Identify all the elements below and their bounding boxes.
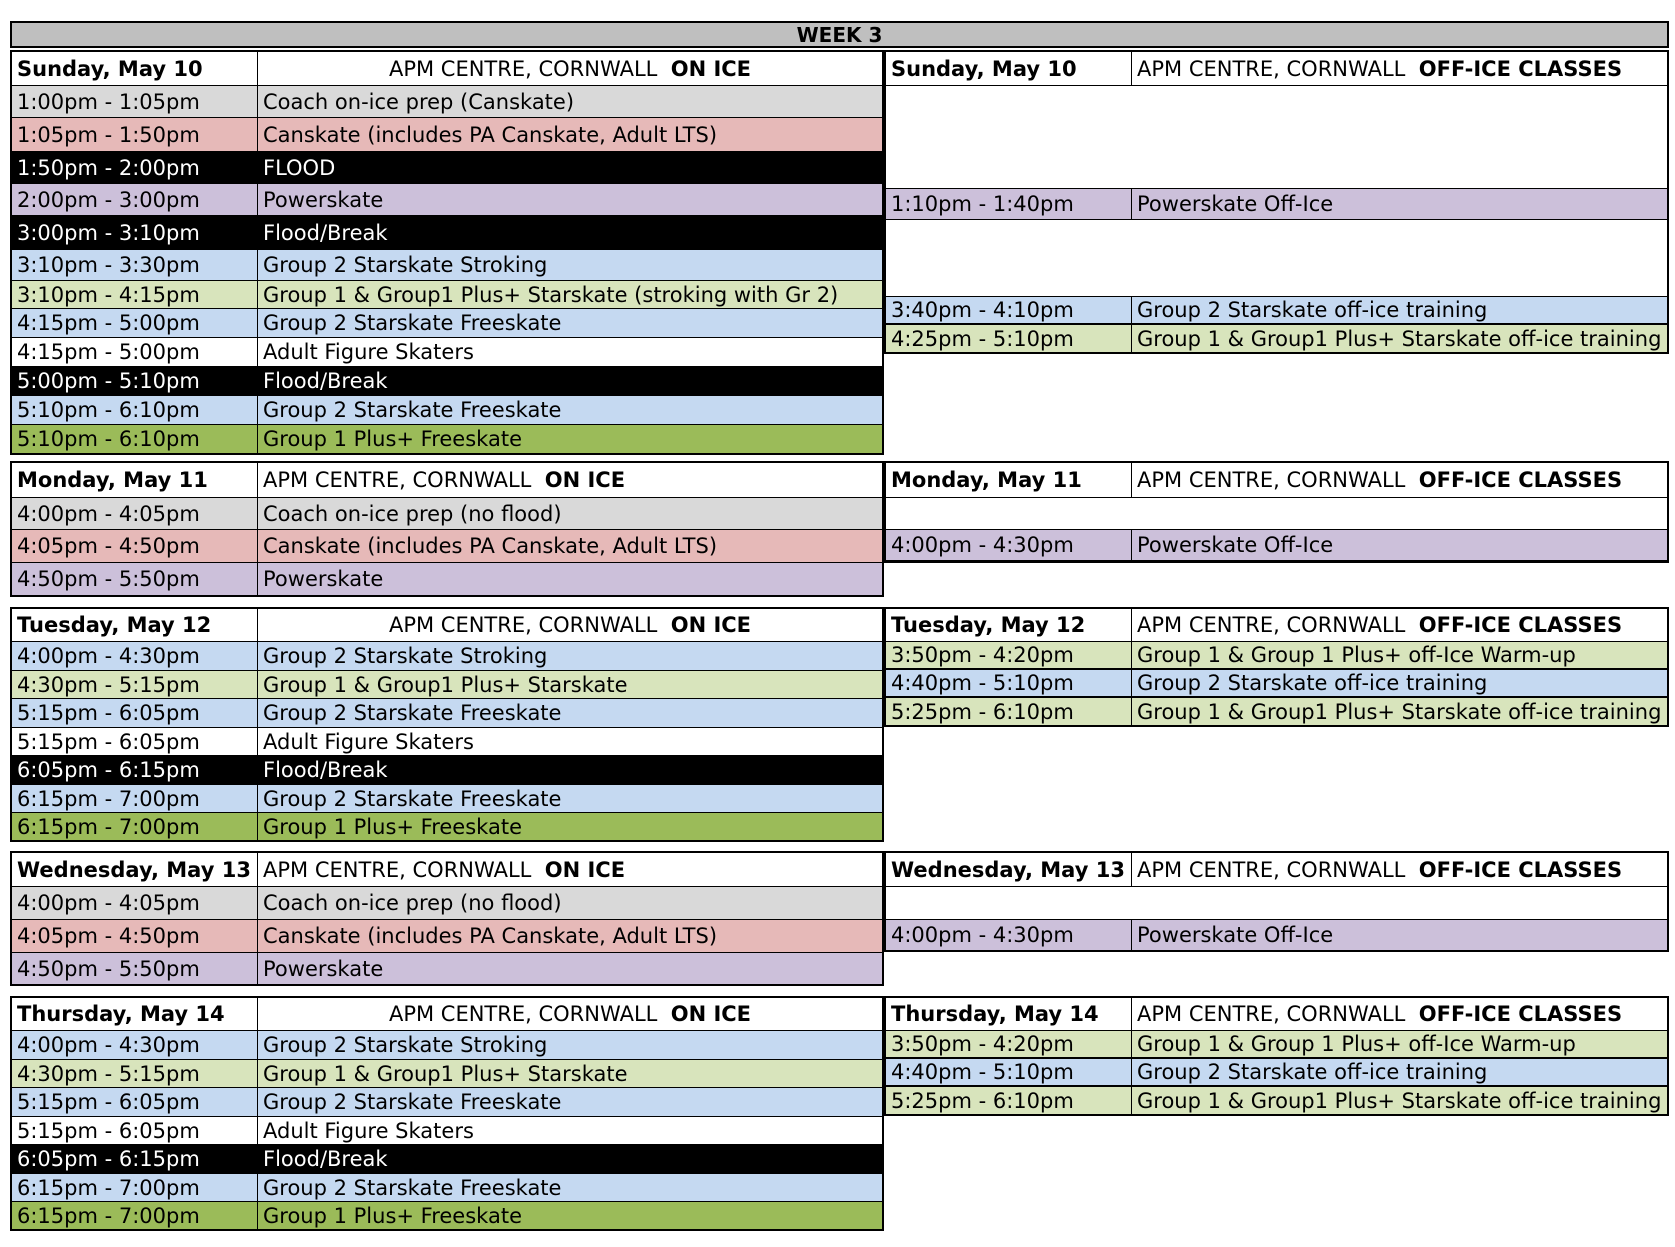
time-slot: 6:05pm - 6:15pm xyxy=(12,1145,258,1173)
schedule-row xyxy=(886,1058,1667,1086)
session-type-label: ON ICE xyxy=(670,613,752,637)
activity-name: Group 2 Starskate Freeskate xyxy=(263,311,562,335)
schedule-header-row xyxy=(886,998,1667,1030)
schedule-row xyxy=(886,697,1667,726)
time-slot: 4:00pm - 4:05pm xyxy=(12,887,258,919)
time-slot: 4:15pm - 5:00pm xyxy=(12,309,258,337)
activity-name: Powerskate xyxy=(263,956,384,981)
time-slot: 3:10pm - 3:30pm xyxy=(12,250,258,280)
schedule-row xyxy=(886,919,1667,951)
activity-name: Group 2 Starskate Freeskate xyxy=(263,1090,562,1114)
activity-name: Canskate (includes PA Canskate, Adult LTS) xyxy=(263,122,718,147)
schedule-row xyxy=(886,669,1667,697)
day-heading: Sunday, May 10 xyxy=(12,52,258,85)
time-slot: 5:00pm - 5:10pm xyxy=(12,367,258,395)
time-slot: 3:50pm - 4:20pm xyxy=(886,1031,1132,1057)
day-heading: Tuesday, May 12 xyxy=(12,609,258,641)
time-slot: 4:30pm - 5:15pm xyxy=(12,1060,258,1087)
venue-name: APM CENTRE, CORNWALL xyxy=(388,613,658,637)
time-slot: 5:15pm - 6:05pm xyxy=(12,1088,258,1116)
day-heading: Thursday, May 14 xyxy=(12,998,258,1030)
activity-name: Group 1 & Group1 Plus+ Starskate (stroking with Gr 2) xyxy=(263,282,839,307)
time-slot: 6:15pm - 7:00pm xyxy=(12,813,258,840)
venue-name: APM CENTRE, CORNWALL xyxy=(263,468,532,492)
schedule-header-row xyxy=(12,998,882,1030)
on-ice-thursday-may-14 xyxy=(10,996,884,1231)
activity-name: Powerskate Off-Ice xyxy=(1137,923,1334,947)
off-ice-sunday-may-10 xyxy=(884,50,1669,354)
schedule-row xyxy=(12,1144,882,1173)
schedule-row xyxy=(12,1201,882,1229)
time-slot: 4:00pm - 4:30pm xyxy=(886,530,1132,560)
schedule-header-row xyxy=(886,463,1667,497)
time-slot: 4:00pm - 4:30pm xyxy=(886,920,1132,950)
schedule-row xyxy=(886,296,1667,324)
activity-name: Canskate (includes PA Canskate, Adult LTS) xyxy=(263,534,718,558)
schedule-header-row xyxy=(12,853,882,886)
time-slot: 3:40pm - 4:10pm xyxy=(886,297,1132,323)
activity-name: Coach on-ice prep (Canskate) xyxy=(263,89,575,114)
time-slot: 5:10pm - 6:10pm xyxy=(12,396,258,424)
schedule-row xyxy=(886,641,1667,669)
time-slot: 5:10pm - 6:10pm xyxy=(12,425,258,453)
schedule-row xyxy=(12,919,882,952)
time-slot: 6:15pm - 7:00pm xyxy=(12,1174,258,1201)
activity-name: Group 1 & Group1 Plus+ Starskate off-ice training xyxy=(1137,1088,1662,1113)
schedule-row xyxy=(12,1059,882,1087)
activity-name: Group 1 Plus+ Freeskate xyxy=(263,427,522,451)
time-slot: 6:15pm - 7:00pm xyxy=(12,1202,258,1229)
venue-name: APM CENTRE, CORNWALL xyxy=(1137,56,1406,81)
activity-name: Coach on-ice prep (no flood) xyxy=(263,501,562,526)
activity-name: Group 2 Starskate Stroking xyxy=(263,253,548,277)
activity-name: Canskate (includes PA Canskate, Adult LTS) xyxy=(263,924,718,948)
session-type-label: ON ICE xyxy=(670,56,752,81)
activity-name: Powerskate xyxy=(263,567,384,591)
day-heading: Thursday, May 14 xyxy=(886,998,1132,1030)
venue-name: APM CENTRE, CORNWALL xyxy=(388,56,658,81)
schedule-row xyxy=(12,562,882,595)
schedule-row xyxy=(12,366,882,395)
activity-name: Flood/Break xyxy=(263,220,388,245)
time-slot: 4:30pm - 5:15pm xyxy=(12,671,258,698)
schedule-row xyxy=(12,85,882,117)
time-slot: 4:00pm - 4:30pm xyxy=(12,642,258,670)
schedule-row xyxy=(12,1116,882,1144)
session-type-label: OFF-ICE CLASSES xyxy=(1418,613,1623,637)
on-ice-wednesday-may-13 xyxy=(10,851,884,986)
venue-heading xyxy=(1132,463,1667,497)
day-heading: Monday, May 11 xyxy=(886,463,1132,497)
venue-heading xyxy=(258,853,882,886)
schedule-row xyxy=(886,1030,1667,1058)
time-slot: 4:00pm - 4:30pm xyxy=(12,1031,258,1059)
schedule-row xyxy=(12,698,882,727)
venue-name: APM CENTRE, CORNWALL xyxy=(1137,1002,1406,1026)
time-slot: 4:05pm - 4:50pm xyxy=(12,920,258,952)
activity-name: Adult Figure Skaters xyxy=(263,729,474,754)
activity-name: Group 1 & Group1 Plus+ Starskate off-ice training xyxy=(1137,699,1662,724)
activity-name: Powerskate xyxy=(263,187,384,212)
off-ice-monday-may-11 xyxy=(884,461,1669,563)
venue-name: APM CENTRE, CORNWALL xyxy=(1137,613,1406,637)
activity-name: Adult Figure Skaters xyxy=(263,340,474,364)
schedule-row xyxy=(12,670,882,698)
session-type-label: OFF-ICE CLASSES xyxy=(1418,857,1623,882)
header-divider xyxy=(886,886,1667,887)
schedule-row xyxy=(12,886,882,919)
schedule-row xyxy=(12,1087,882,1116)
schedule-row xyxy=(886,529,1667,561)
schedule-header-row xyxy=(886,853,1667,886)
venue-heading xyxy=(1132,998,1667,1030)
activity-name: Group 1 & Group1 Plus+ Starskate xyxy=(263,672,628,697)
time-slot: 4:00pm - 4:05pm xyxy=(12,498,258,529)
activity-name: Group 2 Starskate Freeskate xyxy=(263,1175,562,1200)
on-ice-sunday-may-10 xyxy=(10,50,884,455)
on-ice-monday-may-11 xyxy=(10,461,884,597)
activity-name: Group 1 & Group 1 Plus+ off-Ice Warm-up xyxy=(1137,643,1576,667)
activity-name: Group 2 Starskate Freeskate xyxy=(263,701,562,725)
venue-name: APM CENTRE, CORNWALL xyxy=(1137,468,1406,492)
time-slot: 1:50pm - 2:00pm xyxy=(12,152,258,183)
activity-name: Group 2 Starskate off-ice training xyxy=(1137,1060,1488,1084)
schedule-row xyxy=(12,117,882,151)
venue-name: APM CENTRE, CORNWALL xyxy=(1137,857,1406,882)
activity-name: Group 1 Plus+ Freeskate xyxy=(263,814,522,839)
venue-name: APM CENTRE, CORNWALL xyxy=(388,1002,658,1026)
day-heading: Wednesday, May 13 xyxy=(12,853,258,886)
venue-heading xyxy=(258,998,882,1030)
schedule-row xyxy=(886,324,1667,353)
schedule-header-row xyxy=(12,609,882,641)
schedule-row xyxy=(12,215,882,249)
off-ice-wednesday-may-13 xyxy=(884,851,1669,952)
schedule-row xyxy=(12,183,882,215)
time-slot: 4:50pm - 5:50pm xyxy=(12,953,258,984)
off-ice-thursday-may-14 xyxy=(884,996,1669,1116)
activity-name: Group 1 & Group1 Plus+ Starskate xyxy=(263,1061,628,1086)
time-slot: 4:40pm - 5:10pm xyxy=(886,670,1132,696)
time-slot: 1:05pm - 1:50pm xyxy=(12,118,258,151)
time-slot: 4:25pm - 5:10pm xyxy=(886,325,1132,352)
activity-name: Powerskate Off-Ice xyxy=(1137,192,1334,216)
activity-name: Flood/Break xyxy=(263,369,388,393)
activity-name: Coach on-ice prep (no flood) xyxy=(263,891,562,915)
time-slot: 5:15pm - 6:05pm xyxy=(12,699,258,727)
activity-name: FLOOD xyxy=(263,155,336,180)
venue-heading xyxy=(1132,52,1667,85)
time-slot: 3:00pm - 3:10pm xyxy=(12,216,258,249)
time-slot: 1:10pm - 1:40pm xyxy=(886,189,1132,219)
header-divider xyxy=(886,85,1667,86)
day-heading: Wednesday, May 13 xyxy=(886,853,1132,886)
schedule-row xyxy=(12,529,882,562)
activity-name: Group 2 Starskate Freeskate xyxy=(263,786,562,811)
activity-name: Group 2 Starskate Freeskate xyxy=(263,398,562,422)
schedule-row xyxy=(12,1030,882,1059)
schedule-row xyxy=(12,1173,882,1201)
day-heading: Tuesday, May 12 xyxy=(886,609,1132,641)
time-slot: 6:15pm - 7:00pm xyxy=(12,785,258,812)
activity-name: Group 2 Starskate Stroking xyxy=(263,1033,548,1057)
schedule-header-row xyxy=(886,609,1667,641)
schedule-row xyxy=(12,641,882,670)
schedule-header-row xyxy=(12,463,882,497)
schedule-row xyxy=(12,308,882,337)
session-type-label: ON ICE xyxy=(544,857,626,882)
schedule-row xyxy=(12,755,882,784)
time-slot: 4:15pm - 5:00pm xyxy=(12,338,258,366)
time-slot: 5:25pm - 6:10pm xyxy=(886,1087,1132,1114)
session-type-label: ON ICE xyxy=(544,468,626,492)
session-type-label: OFF-ICE CLASSES xyxy=(1418,468,1623,492)
time-slot: 3:50pm - 4:20pm xyxy=(886,642,1132,668)
session-type-label: OFF-ICE CLASSES xyxy=(1418,56,1623,81)
day-heading: Monday, May 11 xyxy=(12,463,258,497)
activity-name: Group 2 Starskate off-ice training xyxy=(1137,298,1488,322)
schedule-row xyxy=(886,188,1667,220)
week-title: WEEK 3 xyxy=(10,21,1669,48)
activity-name: Group 2 Starskate off-ice training xyxy=(1137,671,1488,695)
time-slot: 5:25pm - 6:10pm xyxy=(886,698,1132,725)
activity-name: Flood/Break xyxy=(263,1147,388,1171)
activity-name: Powerskate Off-Ice xyxy=(1137,533,1334,557)
schedule-row xyxy=(12,952,882,984)
venue-heading xyxy=(258,609,882,641)
activity-name: Flood/Break xyxy=(263,758,388,782)
schedule-row xyxy=(12,727,882,755)
on-ice-tuesday-may-12 xyxy=(10,607,884,842)
activity-name: Group 2 Starskate Stroking xyxy=(263,644,548,668)
time-slot: 1:00pm - 1:05pm xyxy=(12,86,258,117)
activity-name: Group 1 Plus+ Freeskate xyxy=(263,1203,522,1228)
time-slot: 4:05pm - 4:50pm xyxy=(12,530,258,562)
schedule-row xyxy=(12,497,882,529)
schedule-row xyxy=(12,337,882,366)
header-divider xyxy=(886,497,1667,498)
schedule-row xyxy=(12,151,882,183)
session-type-label: ON ICE xyxy=(670,1002,752,1026)
time-slot: 5:15pm - 6:05pm xyxy=(12,1117,258,1144)
schedule-row xyxy=(12,784,882,812)
time-slot: 4:40pm - 5:10pm xyxy=(886,1059,1132,1085)
schedule-row xyxy=(12,424,882,453)
schedule-row xyxy=(12,249,882,280)
activity-name: Group 1 & Group 1 Plus+ off-Ice Warm-up xyxy=(1137,1032,1576,1056)
schedule-header-row xyxy=(12,52,882,85)
schedule-row xyxy=(12,812,882,840)
venue-heading xyxy=(1132,853,1667,886)
venue-heading xyxy=(258,463,882,497)
time-slot: 6:05pm - 6:15pm xyxy=(12,756,258,784)
venue-heading xyxy=(258,52,882,85)
off-ice-tuesday-may-12 xyxy=(884,607,1669,727)
activity-name: Adult Figure Skaters xyxy=(263,1118,474,1143)
schedule-header-row xyxy=(886,52,1667,85)
schedule-row xyxy=(12,395,882,424)
time-slot: 4:50pm - 5:50pm xyxy=(12,563,258,595)
venue-name: APM CENTRE, CORNWALL xyxy=(263,857,532,882)
time-slot: 5:15pm - 6:05pm xyxy=(12,728,258,755)
schedule-row xyxy=(12,280,882,308)
session-type-label: OFF-ICE CLASSES xyxy=(1418,1002,1623,1026)
day-heading: Sunday, May 10 xyxy=(886,52,1132,85)
venue-heading xyxy=(1132,609,1667,641)
activity-name: Group 1 & Group1 Plus+ Starskate off-ice training xyxy=(1137,326,1662,351)
schedule-row xyxy=(886,1086,1667,1115)
time-slot: 2:00pm - 3:00pm xyxy=(12,184,258,215)
time-slot: 3:10pm - 4:15pm xyxy=(12,281,258,308)
